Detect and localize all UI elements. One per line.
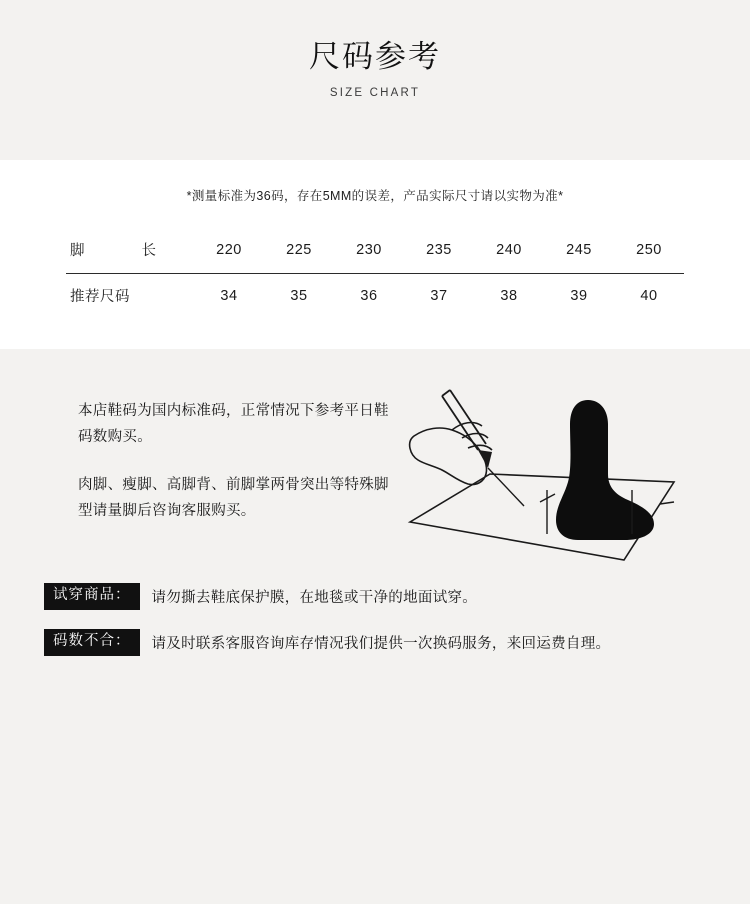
cell-size-6: 40 bbox=[640, 287, 658, 304]
cell-foot-length-0: 220 bbox=[194, 228, 264, 274]
page-title: 尺码参考 bbox=[309, 39, 441, 74]
cell-size-5: 39 bbox=[570, 287, 588, 304]
row-label-char-1: 脚 bbox=[70, 243, 85, 259]
row-label-char-2: 长 bbox=[141, 243, 156, 259]
cell-size-1: 35 bbox=[290, 287, 308, 304]
guidance-paragraph-2: 肉脚、瘦脚、高脚背、前脚掌两骨突出等特殊脚型请量脚后咨询客服购买。 bbox=[78, 477, 389, 519]
foot-measuring-icon bbox=[392, 382, 692, 582]
row-label-recommended-size: 推荐尺码 bbox=[70, 289, 130, 305]
cell-size-3: 37 bbox=[430, 287, 448, 304]
cell-foot-length-6: 250 bbox=[614, 228, 684, 274]
measurement-note: *测量标准为36码，存在5MM的误差，产品实际尺寸请以实物为准* bbox=[186, 189, 564, 203]
cell-foot-length-3: 235 bbox=[404, 228, 474, 274]
size-table-panel bbox=[0, 160, 750, 349]
page-subtitle: SIZE CHART bbox=[329, 86, 421, 99]
table-row bbox=[66, 228, 684, 274]
guidance-section bbox=[0, 382, 750, 582]
size-table bbox=[66, 228, 684, 319]
cell-foot-length-4: 240 bbox=[474, 228, 544, 274]
cell-size-0: 34 bbox=[220, 287, 238, 304]
notice-row-try-on bbox=[0, 583, 750, 610]
notice-text-try-on: 请勿撕去鞋底保护膜，在地毯或干净的地面试穿。 bbox=[151, 589, 478, 606]
row-label-foot-length bbox=[66, 228, 194, 274]
cell-size-2: 36 bbox=[360, 287, 378, 304]
guidance-paragraph-1: 本店鞋码为国内标准码，正常情况下参考平日鞋码数购买。 bbox=[78, 403, 389, 445]
foot-measuring-illustration bbox=[392, 382, 692, 582]
notice-text-size-mismatch: 请及时联系客服咨询库存情况我们提供一次换码服务，来回运费自理。 bbox=[151, 635, 611, 652]
cell-foot-length-2: 230 bbox=[334, 228, 404, 274]
cell-foot-length-5: 245 bbox=[544, 228, 614, 274]
guidance-text bbox=[78, 398, 398, 524]
notice-tag-size-mismatch: 码数不合： bbox=[44, 629, 140, 656]
notice-tag-try-on: 试穿商品： bbox=[44, 583, 140, 610]
page-header bbox=[0, 0, 750, 99]
notice-row-size-mismatch bbox=[0, 629, 750, 656]
notice-list bbox=[0, 583, 750, 675]
cell-size-4: 38 bbox=[500, 287, 518, 304]
cell-foot-length-1: 225 bbox=[264, 228, 334, 274]
table-row bbox=[66, 274, 684, 320]
